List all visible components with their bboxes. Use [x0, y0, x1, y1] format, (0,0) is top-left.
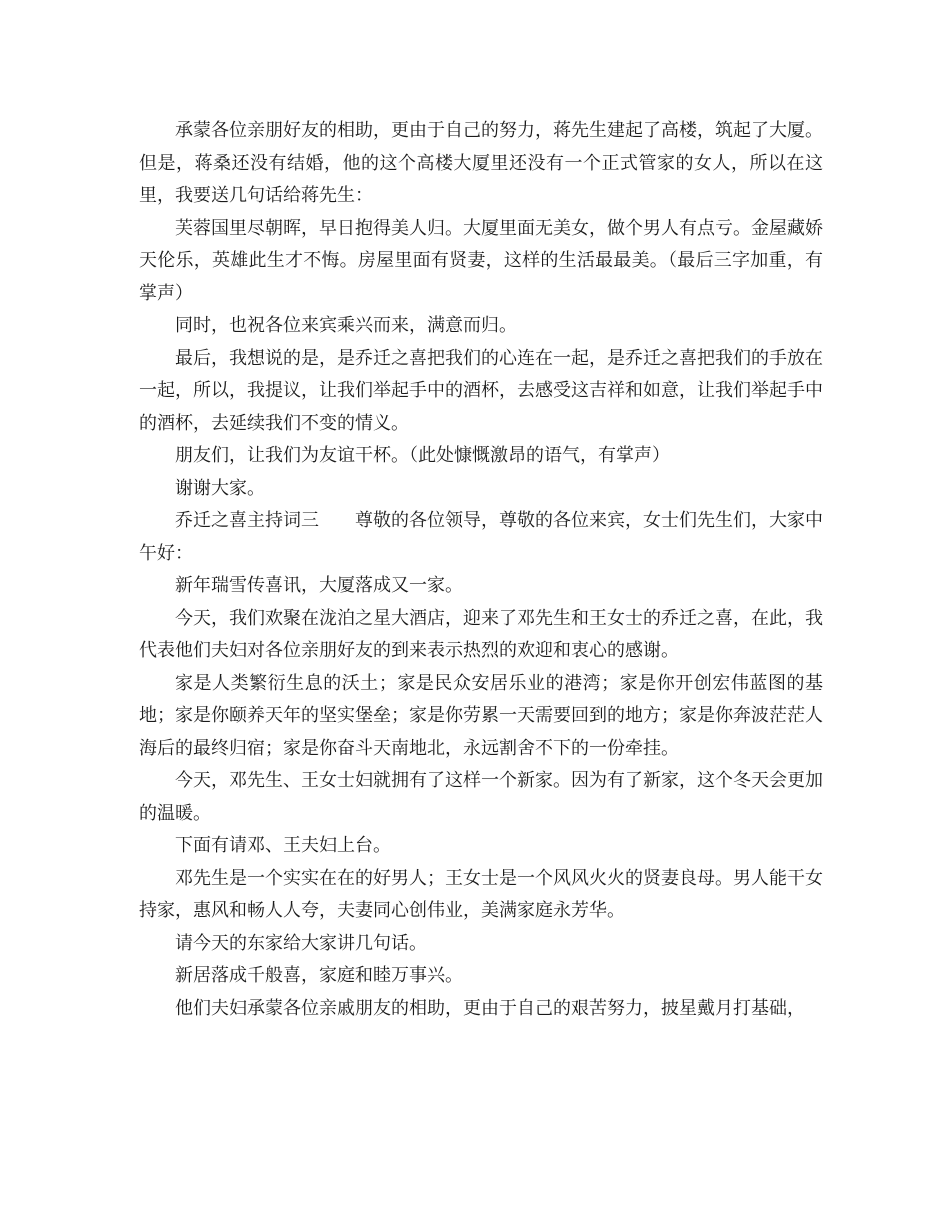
paragraph: 最后，我想说的是，是乔迁之喜把我们的心连在一起，是乔迁之喜把我们的手放在一起，所以，我提议，让我们举起手中的酒杯，去感受这吉祥和如意，让我们举起手中的酒杯，去延续我们不变的情义。 [139, 347, 823, 434]
paragraph: 下面有请邓、王夫妇上台。 [175, 835, 391, 856]
paragraph: 新年瑞雪传喜讯，大厦落成又一家。 [175, 575, 463, 596]
paragraph: 他们夫妇承蒙各位亲戚朋友的相助，更由于自己的艰苦努力，披星戴月打基础， [175, 997, 805, 1019]
paragraph: 今天，邓先生、王女士妇就拥有了这样一个新家。因为有了新家，这个冬天会更加的温暖。 [139, 770, 823, 824]
paragraph: 谢谢大家。 [175, 477, 265, 499]
paragraph: 新居落成千般喜，家庭和睦万事兴。 [175, 965, 463, 986]
paragraph: 邓先生是一个实实在在的好男人；王女士是一个风风火火的贤妻良母。男人能干女持家，惠风和畅人人夸，夫妻同心创伟业，美满家庭永芳华。 [139, 867, 823, 921]
paragraph: 家是人类繁衍生息的沃土；家是民众安居乐业的港湾；家是你开创宏伟蓝图的基地；家是你颐养天年的坚实堡垒；家是你劳累一天需要回到的地方；家是你奔波茫茫人海后的最终归宿；家是你奋斗天南地北，永远割舍不下的一份牵挂。 [139, 672, 823, 759]
paragraph: 同时，也祝各位来宾乘兴而来，满意而归。 [175, 315, 517, 336]
paragraph: 今天，我们欢聚在泷泊之星大酒店，迎来了邓先生和王女士的乔迁之喜，在此，我代表他们夫妇对各位亲朋好友的到来表示热烈的欢迎和衷心的感谢。 [139, 607, 823, 661]
paragraph: 乔迁之喜主持词三 尊敬的各位领导，尊敬的各位来宾，女士们先生们，大家中午好： [139, 510, 823, 564]
paragraph: 朋友们，让我们为友谊干杯。（此处慷慨激昂的语气，有掌声） [175, 445, 670, 466]
paragraph: 芙蓉国里尽朝晖，早日抱得美人归。大厦里面无美女，做个男人有点亏。金屋藏娇天伦乐，英雄此生才不悔。房屋里面有贤妻，这样的生活最最美。（最后三字加重，有掌声） [139, 217, 823, 304]
document-body [139, 115, 823, 1025]
paragraph: 承蒙各位亲朋好友的相助，更由于自己的努力，蒋先生建起了高楼，筑起了大厦。但是，蒋桑还没有结婚，他的这个高楼大厦里还没有一个正式管家的女人，所以在这里，我要送几句话给蒋先生： [139, 120, 823, 206]
paragraph: 请今天的东家给大家讲几句话。 [175, 932, 427, 954]
